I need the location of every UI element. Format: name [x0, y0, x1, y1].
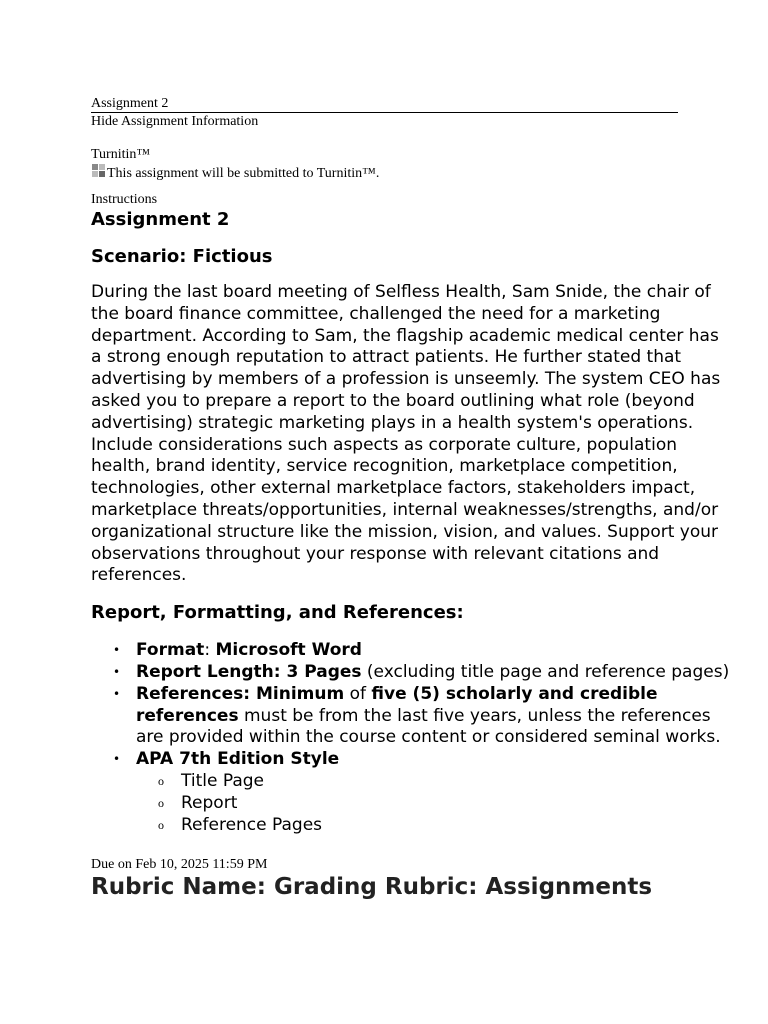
references-of: of	[344, 683, 372, 704]
list-item	[136, 684, 768, 749]
length-rest: (excluding title page and reference pages)	[361, 661, 730, 682]
paragraph-line: the board finance committee, challenged the need for a marketing	[91, 303, 661, 324]
paragraph-line: references.	[91, 565, 187, 586]
assignment-title: Assignment 2	[91, 95, 678, 113]
report-heading: Report, Formatting, and References:	[91, 602, 464, 624]
list-item	[136, 662, 768, 684]
references-line3: are provided within the course content or considered seminal works.	[136, 727, 721, 748]
references-line2: must be from the last five years, unless the references	[238, 705, 711, 726]
paragraph-line: Include considerations such aspects as corporate culture, population	[91, 434, 677, 455]
references-label: References: Minimum	[136, 683, 345, 704]
sub-list-item: o Report	[181, 793, 768, 815]
paragraph-line: a strong enough reputation to attract patients. He further stated that	[91, 347, 682, 368]
instructions-heading: Assignment 2	[91, 209, 230, 230]
format-sep: :	[204, 640, 216, 661]
sub-list-item: o Title Page	[181, 771, 768, 793]
hide-assignment-info-link[interactable]: Hide Assignment Information	[91, 114, 259, 129]
scenario-heading: Scenario: Fictious	[91, 246, 273, 267]
paragraph-line: advertising by members of a profession is unseemly. The system CEO has	[91, 369, 721, 390]
scenario-paragraph	[91, 282, 768, 587]
references-count: five (5) scholarly and credible	[371, 683, 658, 704]
rubric-name: Rubric Name: Grading Rubric: Assignments	[91, 874, 653, 901]
turnitin-label: Turnitin™	[91, 147, 151, 162]
turnitin-notice	[91, 163, 768, 182]
sub-list-item: o Reference Pages	[181, 815, 768, 837]
turnitin-icon	[91, 163, 107, 179]
due-date: Due on Feb 10, 2025 11:59 PM	[91, 857, 268, 873]
apa-label: APA 7th Edition Style	[136, 749, 340, 770]
paragraph-line: During the last board meeting of Selfless Health, Sam Snide, the chair of	[91, 282, 711, 302]
paragraph-line: asked you to prepare a report to the board outlining what role (beyond	[91, 390, 695, 411]
list-item	[136, 749, 768, 836]
paragraph-line: technologies, other external marketplace factors, stakeholders impact,	[91, 478, 696, 499]
assignment-info	[91, 95, 768, 901]
paragraph-line: organizational structure like the mission, vision, and values. Support your	[91, 521, 719, 542]
paragraph-line: department. According to Sam, the flagship academic medical center has	[91, 325, 719, 346]
paragraph-line: marketplace threats/opportunities, internal weaknesses/strengths, and/or	[91, 499, 719, 520]
paragraph-line: advertising) strategic marketing plays in a health system's operations.	[91, 412, 694, 433]
format-value: Microsoft Word	[215, 640, 362, 661]
apa-sublist	[136, 771, 768, 836]
instructions-label: Instructions	[91, 192, 158, 207]
list-item	[136, 640, 768, 662]
format-label: Format	[136, 640, 205, 661]
paragraph-line: observations throughout your response with relevant citations and	[91, 543, 660, 564]
requirements-list	[91, 640, 768, 836]
length-label: Report Length: 3 Pages	[136, 661, 362, 682]
instructions-content	[91, 209, 768, 836]
turnitin-notice-text: This assignment will be submitted to Turnitin™.	[107, 166, 380, 181]
references-word: references	[136, 705, 239, 726]
paragraph-line: health, brand identity, service recognition, marketplace competition,	[91, 456, 678, 477]
